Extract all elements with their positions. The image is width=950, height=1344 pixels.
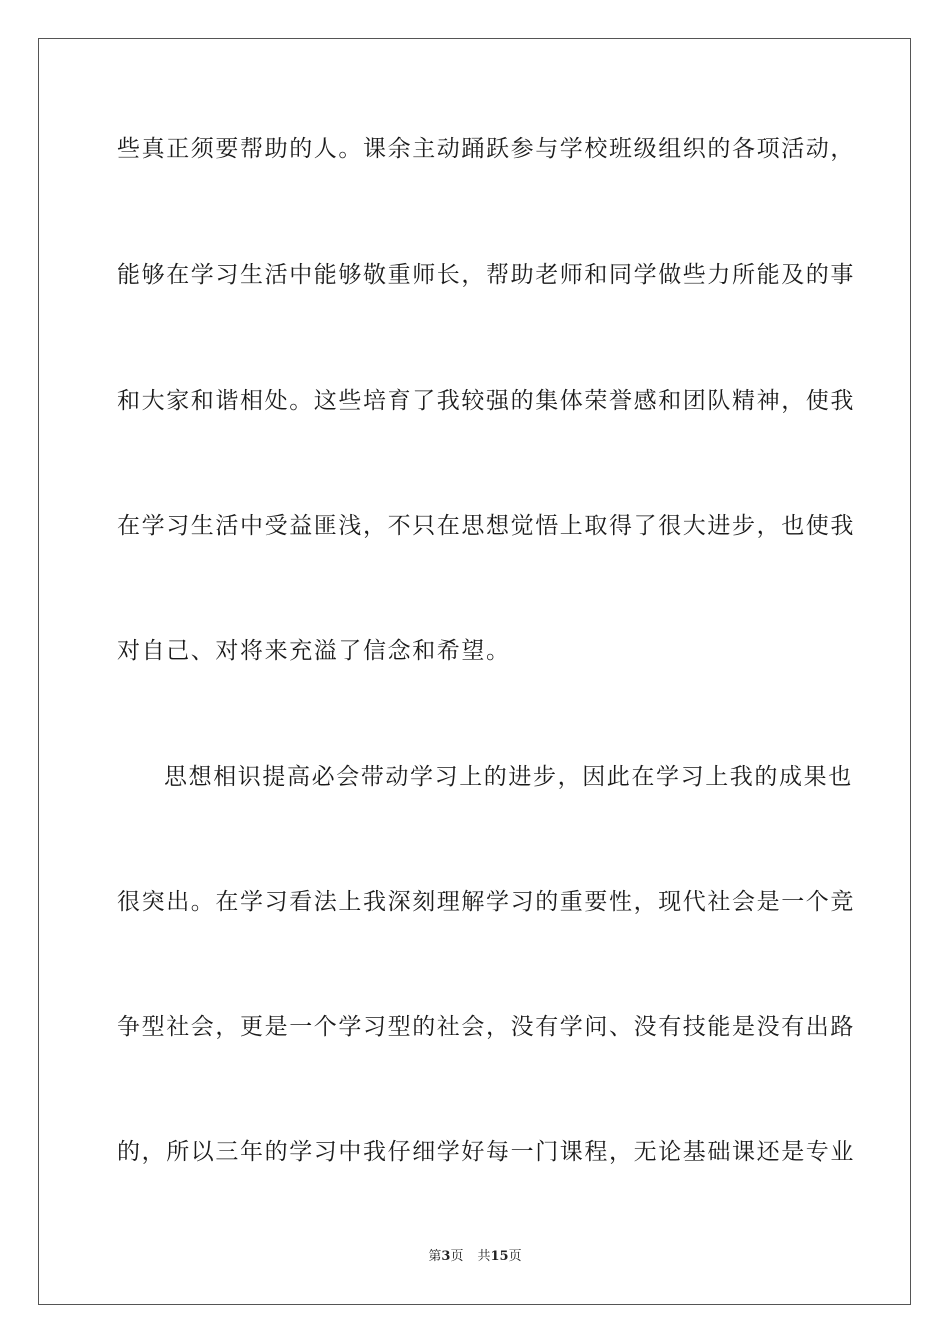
- paragraph-line: 对自己、对将来充溢了信念和希望。: [117, 638, 511, 664]
- paragraph-line: 的，所以三年的学习中我仔细学好每一门课程，无论基础课还是专业: [117, 1139, 855, 1165]
- page-number-indicator: 第3页: [428, 1249, 464, 1264]
- page-border: [38, 38, 911, 1305]
- paragraph-line: 思想相识提高必会带动学习上的进步，因此在学习上我的成果也: [164, 764, 853, 790]
- paragraph-line: 些真正须要帮助的人。课余主动踊跃参与学校班级组织的各项活动，: [117, 136, 855, 162]
- paragraph-line: 在学习生活中受益匪浅，不只在思想觉悟上取得了很大进步，也使我: [117, 513, 855, 539]
- paragraph-line: 能够在学习生活中能够敬重师长，帮助老师和同学做些力所能及的事: [117, 262, 855, 288]
- paragraph-line: 很突出。在学习看法上我深刻理解学习的重要性，现代社会是一个竞: [117, 889, 855, 915]
- page-footer: [0, 1248, 950, 1266]
- paragraph-line: 和大家和谐相处。这些培育了我较强的集体荣誉感和团队精神，使我: [117, 388, 855, 414]
- total-pages-indicator: 共15页: [477, 1249, 522, 1264]
- paragraph-line: 争型社会，更是一个学习型的社会，没有学问、没有技能是没有出路: [117, 1014, 855, 1040]
